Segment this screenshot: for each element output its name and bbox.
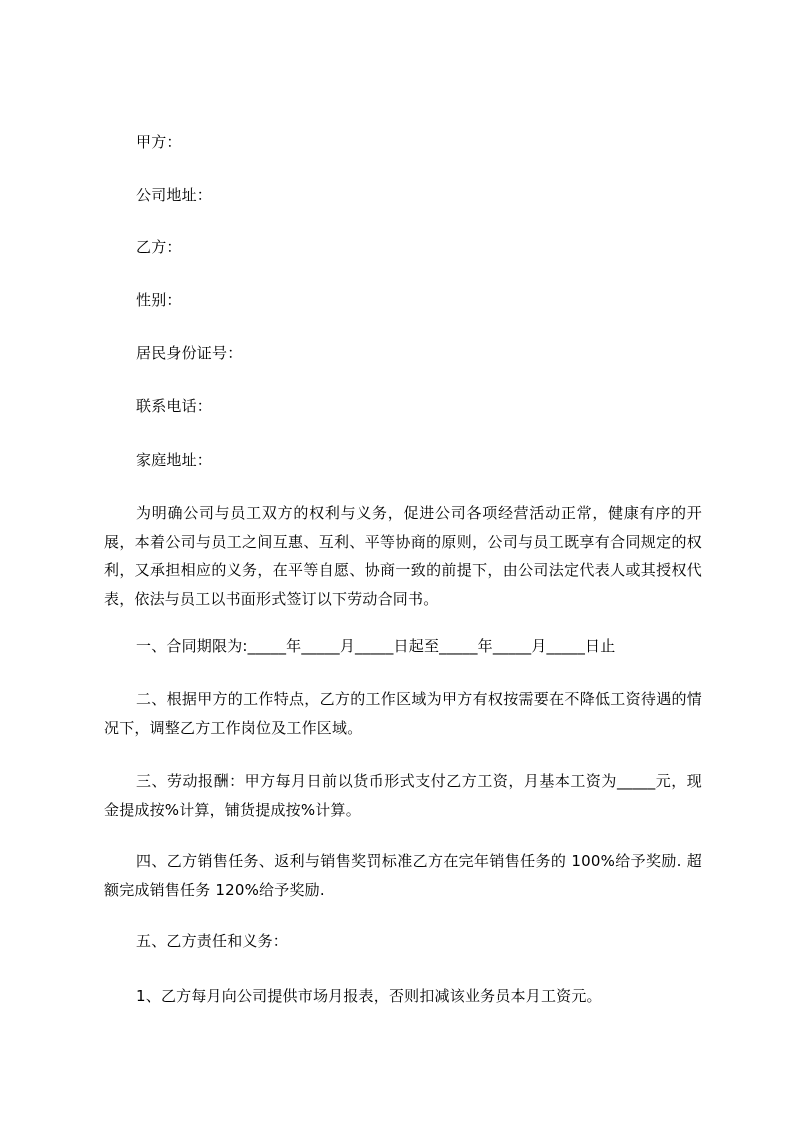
clause-responsibility-item-1: 1、乙方每月向公司提供市场月报表，否则扣减该业务员本月工资元。 (136, 987, 602, 1005)
clause-contract-term: 一、合同期限为:_____年_____月_____日起至_____年_____月_____日止 (136, 637, 616, 655)
company-address-field: 公司地址： (136, 186, 213, 204)
party-a-field: 甲方： (136, 133, 182, 151)
gender-field: 性别： (136, 291, 182, 309)
id-number-field: 居民身份证号： (136, 344, 243, 362)
clause-remuneration: 三、劳动报酬：甲方每月日前以货币形式支付乙方工资，月基本工资为_____元，现金提成按%计算，铺货提成按%计算。 (104, 772, 702, 819)
home-address-field: 家庭地址： (136, 451, 213, 469)
phone-field: 联系电话： (136, 397, 213, 415)
preamble-paragraph: 为明确公司与员工双方的权利与义务，促进公司各项经营活动正常，健康有序的开展，本着公司与员工之间互惠、互利、平等协商的原则，公司与员工既享有合同规定的权利，又承担相应的义务，在平等自愿、协商一致的前提下，由公司法定代表人或其授权代表，依法与员工以书面形式签订以下劳动合同书。 (104, 504, 702, 608)
clause-work-area: 二、根据甲方的工作特点，乙方的工作区域为甲方有权按需要在不降低工资待遇的情况下，调整乙方工作岗位及工作区域。 (104, 690, 702, 737)
party-b-field: 乙方： (136, 238, 182, 256)
clause-responsibilities-heading: 五、乙方责任和义务： (136, 932, 289, 950)
clause-sales-targets: 四、乙方销售任务、返利与销售奖罚标准乙方在完年销售任务的 100%给予奖励. 超额完成销售任务 120%给予奖励. (104, 852, 702, 899)
